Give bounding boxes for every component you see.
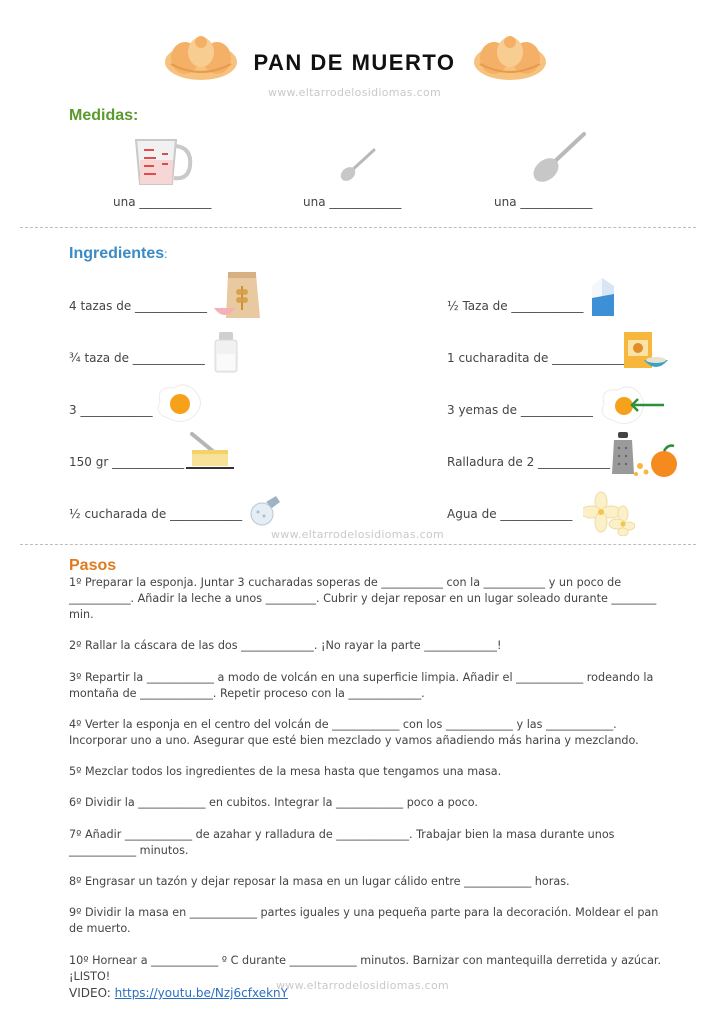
step-5: 5º Mezclar todos los ingredientes de la mesa hasta que tengamos una masa. bbox=[69, 765, 502, 779]
ingredient-right-2: 1 cucharadita de ____________ bbox=[447, 351, 625, 365]
ingredient-left-3: 3 ____________ bbox=[69, 403, 153, 417]
medidas-heading: Medidas: bbox=[69, 107, 139, 124]
step-2: 2º Rallar la cáscara de las dos _____________. ¡No rayar la parte _____________! bbox=[69, 639, 502, 653]
step-6: 6º Dividir la ____________ en cubitos. Integrar la ____________ poco a poco. bbox=[69, 796, 478, 810]
egg-yolk-icon bbox=[598, 384, 666, 426]
website-watermark-3: www.eltarrodelosidiomas.com bbox=[276, 979, 450, 992]
medida-1-label: una ____________ bbox=[113, 195, 212, 209]
flour-bag-icon bbox=[212, 270, 264, 322]
measuring-cup-icon bbox=[132, 136, 196, 186]
video-label: VIDEO: bbox=[69, 986, 115, 1000]
steps-list bbox=[69, 575, 669, 1000]
milk-carton-icon bbox=[588, 276, 618, 318]
ingredient-left-4: 150 gr ____________ bbox=[69, 455, 185, 469]
step-10: 10º Hornear a ____________ º C durante ____________ minutos. Barnizar con mantequilla derretida y azúcar. ¡LISTO! bbox=[69, 953, 662, 983]
video-link[interactable]: https://youtu.be/Nzj6cfxeknY bbox=[114, 986, 288, 1000]
ingredient-right-4: Ralladura de 2 ____________ bbox=[447, 455, 611, 469]
butter-icon bbox=[186, 430, 236, 472]
pasos-heading: Pasos bbox=[69, 557, 117, 574]
step-1: 1º Preparar la esponja. Juntar 3 cucharadas soperas de ___________ con la ___________ y un poco de ___________. Añadir la leche a unos _________. Cubrir y dejar reposar en un lugar soleado durante ________ min. bbox=[69, 576, 657, 621]
medida-3-label: una ____________ bbox=[494, 195, 593, 209]
step-7: 7º Añadir ____________ de azahar y ralladura de _____________. Trabajar bien la masa durante unos ____________ minutos. bbox=[69, 827, 615, 857]
section-divider-2 bbox=[20, 544, 696, 545]
teaspoon-icon bbox=[336, 144, 380, 184]
grater-orange-icon bbox=[612, 430, 680, 480]
section-divider bbox=[20, 227, 696, 228]
step-3: 3º Repartir la ____________ a modo de volcán en una superficie limpia. Añadir el ____________ rodeando la montaña de _____________. Repetir proceso con la _____________. bbox=[69, 670, 654, 700]
website-watermark-2: www.eltarrodelosidiomas.com bbox=[271, 528, 445, 541]
salt-shaker-icon bbox=[248, 494, 282, 528]
step-8: 8º Engrasar un tazón y dejar reposar la masa en un lugar cálido entre ____________ horas. bbox=[69, 875, 570, 889]
ingredient-right-3: 3 yemas de ____________ bbox=[447, 403, 593, 417]
step-9: 9º Dividir la masa en ____________ partes iguales y una pequeña parte para la decoración. Moldear el pan de muerto. bbox=[69, 906, 659, 936]
page-title: PAN DE MUERTO bbox=[253, 50, 456, 75]
tablespoon-icon bbox=[528, 128, 590, 186]
ingredient-left-1: 4 tazas de ____________ bbox=[69, 299, 208, 313]
orange-blossom-icon bbox=[583, 490, 635, 536]
sugar-shaker-icon bbox=[212, 330, 240, 374]
ingredient-right-1: ½ Taza de ____________ bbox=[447, 299, 584, 313]
ingredient-left-2: ¾ taza de ____________ bbox=[69, 351, 205, 365]
ingredientes-heading: Ingredientes: bbox=[69, 245, 168, 262]
ingredient-left-5: ½ cucharada de ____________ bbox=[69, 507, 243, 521]
ingredient-right-5: Agua de ____________ bbox=[447, 507, 573, 521]
step-4: 4º Verter la esponja en el centro del volcán de ____________ con los ____________ y las ____________. Incorporar uno a uno. Asegurar que esté bien mezclado y vamos añadiendo más harina y mezclando. bbox=[69, 717, 639, 747]
yeast-box-icon bbox=[622, 330, 668, 374]
medida-2-label: una ____________ bbox=[303, 195, 402, 209]
video-line bbox=[69, 986, 288, 1000]
website-watermark: www.eltarrodelosidiomas.com bbox=[267, 86, 442, 99]
egg-icon bbox=[152, 382, 204, 424]
